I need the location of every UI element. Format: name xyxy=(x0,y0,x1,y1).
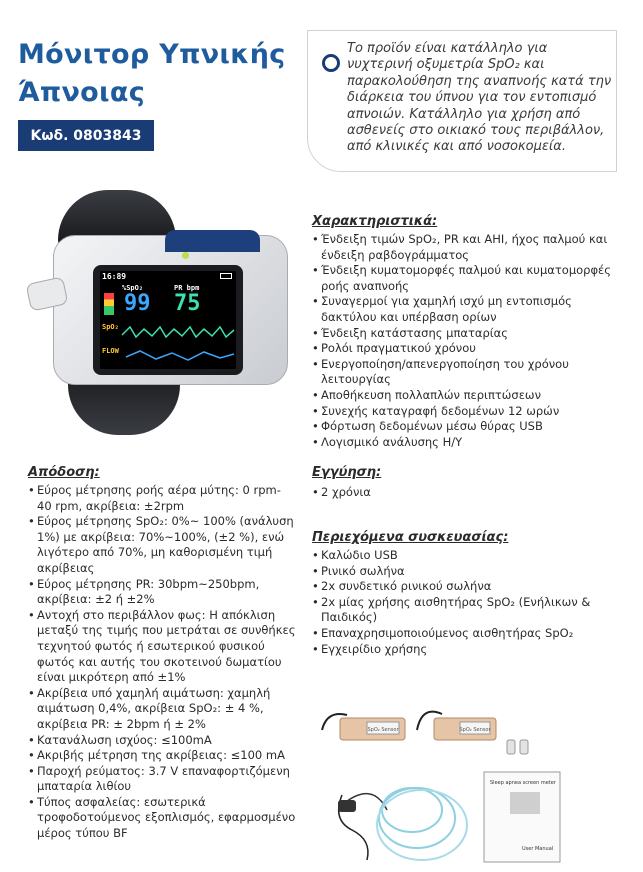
list-item: • Ακριβής μέτρηση της ακρίβειας: ≤100 mA xyxy=(28,748,296,764)
title-line-1: Μόνιτορ Υπνικής xyxy=(18,39,286,70)
list-item: • Αντοχή στο περιβάλλον φως: Η απόκλιση μεταξύ της τιμής που μετράται σε συνθήκες τεχνητού φωτός ή εσωτερικού φυσικού φωτός και αυτής του σκοτεινού δωματίου είναι μικρότερη από ±1% xyxy=(28,608,296,686)
sensor-label: SpO₂ Sensor xyxy=(459,727,491,733)
package-heading: Περιεχόμενα συσκευασίας: xyxy=(312,530,509,545)
product-code-badge: Κωδ. 0803843 xyxy=(18,120,154,151)
list-item: • Ενεργοποίηση/απενεργοποίηση του χρόνου λειτουργίας xyxy=(312,357,622,388)
spo2-value: 99 xyxy=(124,291,151,316)
flow-waveform xyxy=(100,345,236,367)
list-item: • Ένδειξη κατάστασης μπαταρίας xyxy=(312,326,622,342)
pr-value: 75 xyxy=(174,291,201,316)
nasal-tube-icon xyxy=(377,788,467,860)
manual-title: Sleep apnea screen meter xyxy=(490,780,556,786)
list-item: • Φόρτωση δεδομένων μέσω θύρας USB xyxy=(312,419,622,435)
circle-bullet-icon xyxy=(322,54,340,72)
pr-label: PR bpm xyxy=(174,284,200,292)
pulse-bargraph xyxy=(104,293,114,315)
power-led-icon xyxy=(182,252,189,259)
list-item: • Εύρος μέτρησης PR: 30bpm~250bpm, ακρίβεια: ±2 ή ±2% xyxy=(28,577,296,608)
list-item: • 2x συνδετικό ρινικού σωλήνα xyxy=(312,579,622,595)
list-item: • Παροχή ρεύματος: 3.7 V επαναφορτιζόμενη μπαταρία λιθίου xyxy=(28,764,296,795)
list-item: • Εύρος μέτρησης ροής αέρα μύτης: 0 rpm- 40 rpm, ακρίβεια: ±2rpm xyxy=(28,483,296,514)
list-item: • Ρινικό σωλήνα xyxy=(312,564,622,580)
list-item: • Καλώδιο USB xyxy=(312,548,622,564)
list-item: • Συνεχής καταγραφή δεδομένων 12 ωρών xyxy=(312,404,622,420)
list-item: • Εύρος μέτρησης SpO₂: 0%~ 100% (ανάλυση 1%) με ακρίβεια: 70%~100%, (±2 %), ενώ λιγότερο από 70%, μη καθορισμένη τιμή ακρίβειας xyxy=(28,514,296,576)
features-heading: Χαρακτηριστικά: xyxy=(312,214,438,229)
features-list xyxy=(312,232,622,450)
list-item: • Ένδειξη κυματομορφές παλμού και κυματομορφές ροής αναπνοής xyxy=(312,263,622,294)
list-item: • Εγχειρίδιο χρήσης xyxy=(312,642,622,658)
manual-label: User Manual xyxy=(522,846,554,852)
list-item: • Αποθήκευση πολλαπλών περιπτώσεων xyxy=(312,388,622,404)
list-item: • Κατανάλωση ισχύος: ≤100mA xyxy=(28,733,296,749)
spo2-label: %SpO₂ xyxy=(122,284,144,292)
warranty-list xyxy=(312,485,612,501)
list-item: • Ρολόι πραγματικού χρόνου xyxy=(312,341,622,357)
battery-icon xyxy=(220,273,232,279)
screen-time: 16:89 xyxy=(102,272,127,281)
user-manual-icon xyxy=(484,772,560,862)
warranty-heading: Εγγύηση: xyxy=(312,465,382,480)
disposable-sensor-adult-icon xyxy=(322,714,405,740)
disposable-sensor-child-icon xyxy=(417,712,496,740)
performance-heading: Απόδοση: xyxy=(28,465,100,480)
intro-text: Το προϊόν είναι κατάλληλο για νυχτερινή οξυμετρία SpO₂ και παρακολούθηση της αναπνοής κατά την διάρκεια του ύπνου για τον εντοπισμό απνοιών. Κατάλληλο για χρήση από ασθενείς στο οικιακό τους περιβάλλον, από κλινικές και από νοσοκομεία. xyxy=(347,41,612,155)
device-screen xyxy=(100,271,236,369)
pleth-waveform xyxy=(100,321,236,343)
title-line-2: Άπνοιας xyxy=(18,77,146,108)
wave2-label: FLOW xyxy=(102,347,119,355)
list-item: • Επαναχρησιμοποιούμενος αισθητήρας SpO₂ xyxy=(312,626,622,642)
list-item: • Λογισμικό ανάλυσης Η/Υ xyxy=(312,435,622,451)
list-item: • Τύπος ασφαλείας: εσωτερικά τροφοδοτούμενος εξοπλισμός, εφαρμοσμένο μέρος τύπου BF xyxy=(28,795,296,842)
page-title xyxy=(18,36,308,112)
wave1-label: SpO₂ xyxy=(102,323,119,331)
device-top-accent xyxy=(165,230,260,252)
list-item: • Συναγερμοί για χαμηλή ισχύ μη εντοπισμός δακτύλου και υπέρβαση ορίων xyxy=(312,294,622,325)
sensor-label: SpO₂ Sensor xyxy=(367,727,399,733)
accessories-image xyxy=(312,700,632,865)
performance-list xyxy=(28,483,296,842)
list-item: • 2x μίας χρήσης αισθητήρας SpO₂ (Ενήλικων & Παιδικός) xyxy=(312,595,622,626)
package-list xyxy=(312,548,622,657)
list-item: • Ακρίβεια υπό χαμηλή αιμάτωση: χαμηλή αιμάτωση 0,4%, ακρίβεια SpO₂: ± 4 %, ακρίβεια PR: ± 2bpm ή ± 2% xyxy=(28,686,296,733)
nasal-connector-icon xyxy=(507,740,528,754)
list-item: • Ένδειξη τιμών SpO₂, PR και AHI, ήχος παλμού και ένδειξη ραβδογράμματος xyxy=(312,232,622,263)
list-item: • 2 χρόνια xyxy=(312,485,612,501)
device-image xyxy=(20,185,300,440)
